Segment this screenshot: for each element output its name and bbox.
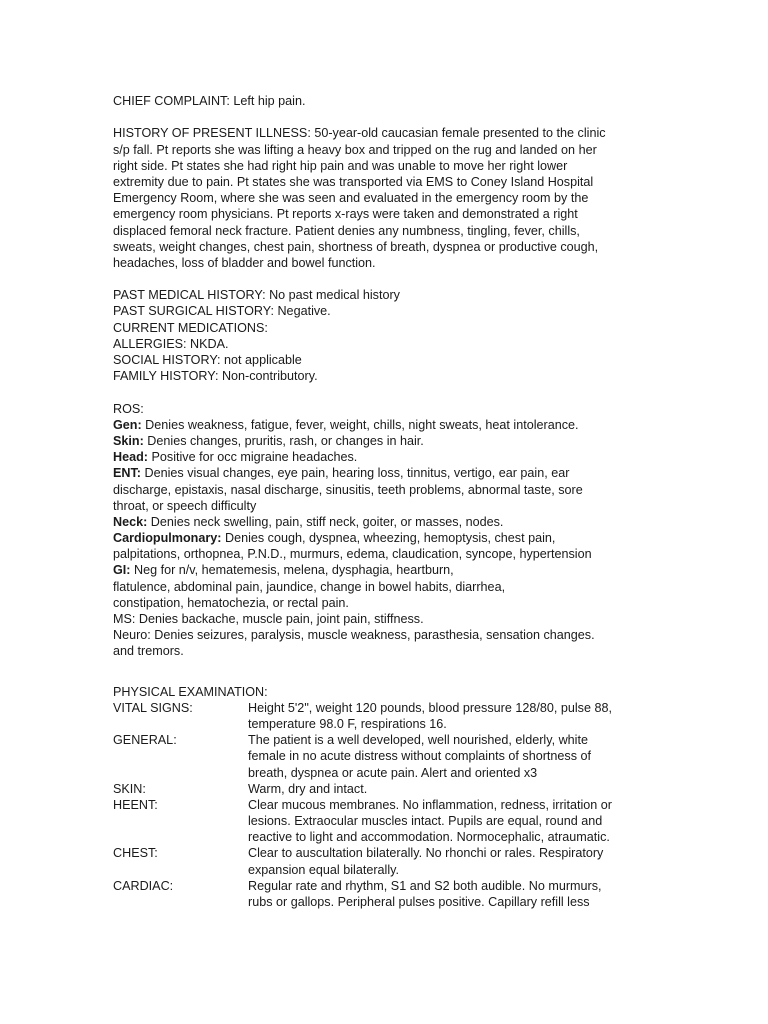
history-of-present-illness <box>113 125 673 271</box>
exam-heading: PHYSICAL EXAMINATION: <box>113 684 268 699</box>
exam-value <box>248 781 673 797</box>
exam-value-line: Height 5'2", weight 120 pounds, blood pressure 128/80, pulse 88, <box>248 700 612 715</box>
exam-value-line: breath, dyspnea or acute pain. Alert and oriented x3 <box>248 765 538 780</box>
exam-value <box>248 845 673 877</box>
exam-value <box>248 797 673 846</box>
physical-examination <box>113 684 673 911</box>
ros-neuro: Neuro: Denies seizures, paralysis, muscle weakness, parasthesia, sensation changes. <box>113 628 595 643</box>
ros-gi-line: flatulence, abdominal pain, jaundice, change in bowel habits, diarrhea, <box>113 579 506 594</box>
ros-gi-line: constipation, hematochezia, or rectal pain. <box>113 595 349 610</box>
ros-gen <box>113 417 673 433</box>
hpi-line: headaches, loss of bladder and bowel function. <box>113 255 376 270</box>
review-of-systems <box>113 401 673 660</box>
ros-neck-text: Denies neck swelling, pain, stiff neck, goiter, or masses, nodes. <box>147 514 504 529</box>
ros-neck-label: Neck: <box>113 514 148 529</box>
ros-cardio-label: Cardiopulmonary: <box>113 531 222 546</box>
exam-key: GENERAL: <box>113 733 177 748</box>
ros-skin-text: Denies changes, pruritis, rash, or changes in hair. <box>143 433 424 448</box>
ros-ms: MS: Denies backache, muscle pain, joint pain, stiffness. <box>113 612 424 626</box>
past-medical-history: PAST MEDICAL HISTORY: No past medical history <box>113 288 400 303</box>
medical-document <box>113 93 673 910</box>
ros-cardio-line: palpitations, orthopnea, P.N.D., murmurs, edema, claudication, syncope, hypertension <box>113 547 592 562</box>
exam-value-line: lesions. Extraocular muscles intact. Pupils are equal, round and <box>248 814 603 829</box>
ros-ent-text: Denies visual changes, eye pain, hearing loss, tinnitus, vertigo, ear pain, ear <box>141 466 570 481</box>
hpi-line: HISTORY OF PRESENT ILLNESS: 50-year-old caucasian female presented to the clinic <box>113 126 606 141</box>
exam-value-line: Clear mucous membranes. No inflammation, redness, irritation or <box>248 797 612 812</box>
exam-value-line: Warm, dry and intact. <box>248 781 368 796</box>
ros-head <box>113 449 673 465</box>
hpi-line: sweats, weight changes, chest pain, shortness of breath, dyspnea or productive cough, <box>113 239 599 254</box>
ros-head-label: Head: <box>113 450 148 465</box>
exam-key: SKIN: <box>113 781 146 796</box>
ros-gen-text: Denies weakness, fatigue, fever, weight, chills, night sweats, heat intolerance. <box>141 417 579 432</box>
ros-cardio-text: Denies cough, dyspnea, wheezing, hemoptysis, chest pain, <box>221 531 556 546</box>
ros-skin-label: Skin: <box>113 433 144 448</box>
hpi-line: Emergency Room, where she was seen and evaluated in the emergency room by the <box>113 191 589 206</box>
ros-ent-label: ENT: <box>113 466 141 481</box>
hpi-line: right side. Pt states she had right hip pain and was unable to move her right lower <box>113 158 568 173</box>
exam-value-line: temperature 98.0 F, respirations 16. <box>248 716 447 731</box>
family-history: FAMILY HISTORY: Non-contributory. <box>113 369 318 384</box>
exam-value-line: Clear to auscultation bilaterally. No rhonchi or rales. Respiratory <box>248 846 604 861</box>
ros-gi <box>113 562 673 578</box>
exam-row-general <box>113 732 673 781</box>
exam-value-line: rubs or gallops. Peripheral pulses positive. Capillary refill less <box>248 895 590 909</box>
ros-gen-label: Gen: <box>113 417 142 432</box>
ros-heading: ROS: <box>113 401 144 416</box>
exam-key: CARDIAC: <box>113 878 174 893</box>
exam-row-cardiac <box>113 878 673 910</box>
exam-value <box>248 700 673 732</box>
exam-key: CHEST: <box>113 846 158 861</box>
exam-value-line: expansion equal bilaterally. <box>248 862 399 877</box>
history-section <box>113 287 673 384</box>
exam-row-vital-signs <box>113 700 673 732</box>
exam-row-skin <box>113 781 673 797</box>
ros-skin <box>113 433 673 449</box>
exam-key: HEENT: <box>113 797 158 812</box>
current-medications: CURRENT MEDICATIONS: <box>113 320 268 335</box>
ros-ent-line: throat, or speech difficulty <box>113 498 257 513</box>
exam-value-line: reactive to light and accommodation. Normocephalic, atraumatic. <box>248 830 610 845</box>
hpi-line: displaced femoral neck fracture. Patient denies any numbness, tingling, fever, chills, <box>113 223 580 238</box>
exam-value-line: female in no acute distress without complaints of shortness of <box>248 749 592 764</box>
ros-ent <box>113 465 673 481</box>
ros-neuro-line: and tremors. <box>113 644 184 659</box>
ros-ent-line: discharge, epistaxis, nasal discharge, sinusitis, teeth problems, abnormal taste, sore <box>113 482 583 497</box>
hpi-line: s/p fall. Pt reports she was lifting a heavy box and tripped on the rug and landed on her <box>113 142 597 157</box>
exam-key: VITAL SIGNS: <box>113 700 193 715</box>
exam-value-line: Regular rate and rhythm, S1 and S2 both audible. No murmurs, <box>248 878 602 893</box>
ros-gi-label: GI: <box>113 563 131 578</box>
chief-complaint: CHIEF COMPLAINT: Left hip pain. <box>113 94 306 108</box>
ros-cardiopulmonary <box>113 530 673 546</box>
exam-row-heent <box>113 797 673 846</box>
social-history: SOCIAL HISTORY: not applicable <box>113 353 302 367</box>
hpi-line: extremity due to pain. Pt states she was transported via EMS to Coney Island Hospital <box>113 174 594 189</box>
hpi-line: emergency room physicians. Pt reports x-rays were taken and demonstrated a right <box>113 207 578 222</box>
exam-value-line: The patient is a well developed, well nourished, elderly, white <box>248 733 588 748</box>
exam-value <box>248 732 673 781</box>
exam-row-chest <box>113 845 673 877</box>
allergies: ALLERGIES: NKDA. <box>113 336 229 351</box>
exam-value <box>248 878 673 910</box>
ros-gi-text: Neg for n/v, hematemesis, melena, dysphagia, heartburn, <box>130 563 454 578</box>
ros-neck <box>113 514 673 530</box>
ros-head-text: Positive for occ migraine headaches. <box>148 450 358 465</box>
past-surgical-history: PAST SURGICAL HISTORY: Negative. <box>113 304 331 319</box>
